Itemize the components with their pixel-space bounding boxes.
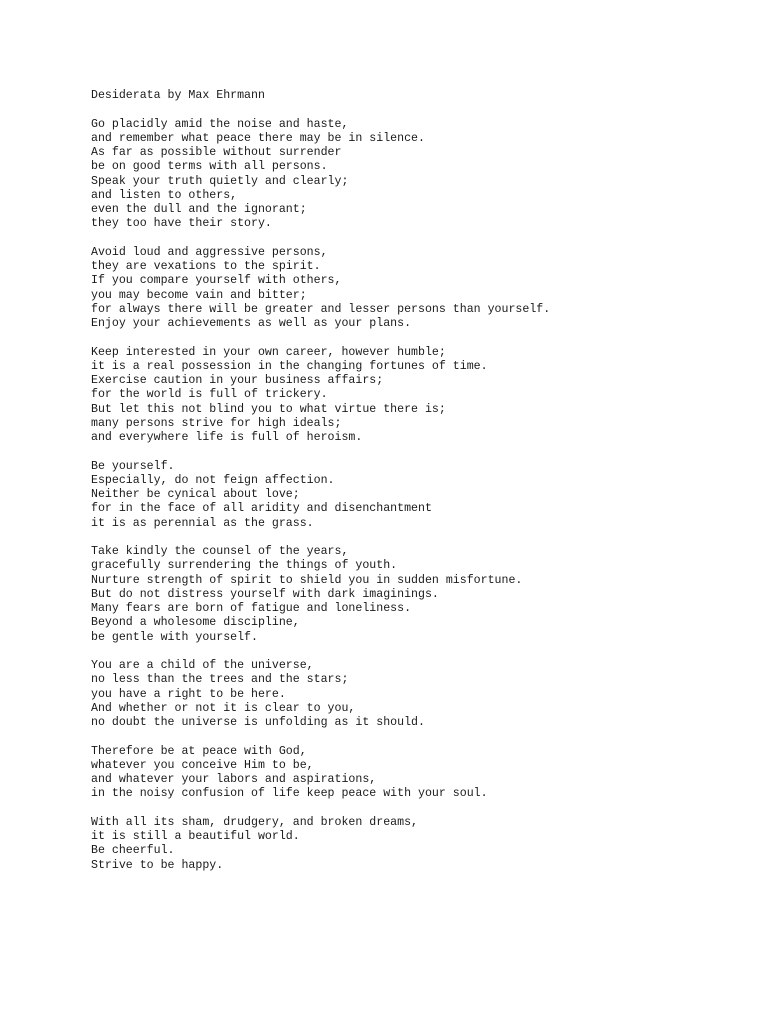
poem-line: Be yourself. — [91, 459, 175, 473]
poem-line: it is a real possession in the changing fortunes of time. — [91, 359, 488, 373]
poem-line: for in the face of all aridity and disenchantment — [91, 502, 432, 516]
poem-line: Keep interested in your own career, however humble; — [91, 345, 446, 359]
poem-line: in the noisy confusion of life keep peace with your soul. — [91, 787, 488, 801]
poem-line: they are vexations to the spirit. — [91, 260, 321, 273]
poem-line: for the world is full of trickery. — [91, 388, 328, 402]
poem-line: Therefore be at peace with God, — [91, 744, 307, 758]
poem-line: If you compare yourself with others, — [91, 274, 342, 288]
poem-line: be gentle with yourself. — [91, 630, 258, 644]
poem-line: it is as perennial as the grass. — [91, 516, 314, 530]
stanza — [91, 246, 751, 332]
poem-line: Speak your truth quietly and clearly; — [91, 174, 349, 188]
poem-line: Neither be cynical about love; — [91, 488, 300, 501]
poem-line: and listen to others, — [91, 188, 238, 202]
poem-stanzas — [91, 118, 751, 873]
poem-line: Avoid loud and aggressive persons, — [91, 245, 328, 259]
document-body — [91, 89, 751, 887]
poem-line: Be cheerful. — [91, 844, 175, 858]
poem-line: you may become vain and bitter; — [91, 288, 307, 302]
document-title: Desiderata by Max Ehrmann — [91, 89, 265, 102]
poem-line: you have a right to be here. — [91, 687, 286, 701]
poem-line: and remember what peace there may be in silence. — [91, 131, 425, 145]
poem-line: for always there will be greater and lesser persons than yourself. — [91, 302, 551, 316]
poem-line: And whether or not it is clear to you, — [91, 701, 356, 715]
poem-line: and whatever your labors and aspirations, — [91, 773, 377, 786]
poem-line: gracefully surrendering the things of youth. — [91, 559, 398, 573]
poem-line: With all its sham, drudgery, and broken dreams, — [91, 815, 418, 829]
stanza — [91, 745, 751, 802]
stanza — [91, 460, 751, 531]
poem-line: many persons strive for high ideals; — [91, 416, 342, 430]
poem-line: Especially, do not feign affection. — [91, 473, 335, 487]
stanza — [91, 659, 751, 730]
stanza — [91, 545, 751, 645]
stanza — [91, 118, 751, 232]
poem-line: Enjoy your achievements as well as your plans. — [91, 317, 412, 330]
poem-line: Beyond a wholesome discipline, — [91, 616, 300, 630]
poem-line: and everywhere life is full of heroism. — [91, 431, 363, 444]
poem-line: Many fears are born of fatigue and loneliness. — [91, 602, 412, 615]
poem-line: Strive to be happy. — [91, 858, 224, 872]
poem-line: it is still a beautiful world. — [91, 830, 300, 843]
poem-line: they too have their story. — [91, 217, 272, 231]
poem-line: Go placidly amid the noise and haste, — [91, 117, 349, 131]
poem-line: be on good terms with all persons. — [91, 160, 328, 174]
poem-line: even the dull and the ignorant; — [91, 203, 307, 216]
poem-line: But do not distress yourself with dark imaginings. — [91, 587, 439, 601]
poem-line: Nurture strength of spirit to shield you in sudden misfortune. — [91, 573, 523, 587]
poem-line: whatever you conceive Him to be, — [91, 758, 314, 772]
poem-line: Exercise caution in your business affairs; — [91, 374, 384, 387]
poem-line: Take kindly the counsel of the years, — [91, 545, 349, 558]
poem-line: You are a child of the universe, — [91, 659, 314, 672]
stanza — [91, 816, 751, 873]
poem-line: As far as possible without surrender — [91, 146, 342, 159]
stanza — [91, 346, 751, 446]
poem-line: But let this not blind you to what virtue there is; — [91, 402, 446, 416]
poem-line: no doubt the universe is unfolding as it should. — [91, 716, 425, 729]
poem-line: no less than the trees and the stars; — [91, 673, 349, 687]
